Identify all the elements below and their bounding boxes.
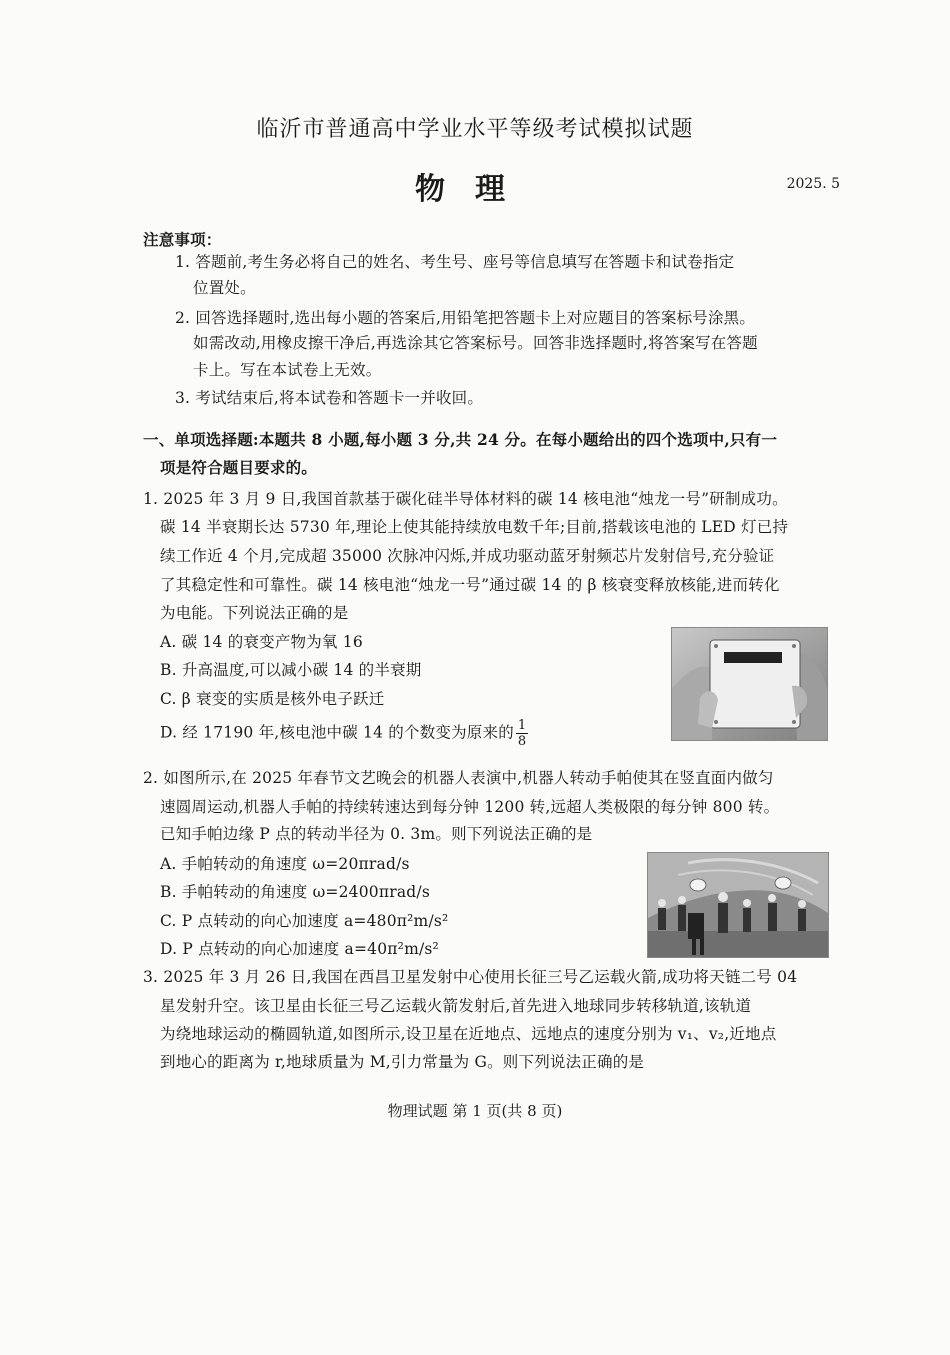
q1-text: 续工作近 4 个月,完成超 35000 次脉冲闪烁,并成功驱动蓝牙射频芯片发射信号,充分验证 — [160, 547, 775, 565]
q1-option-c: C. β 衰变的实质是核外电子跃迁 — [160, 690, 385, 708]
robot-performance-photo — [647, 852, 829, 958]
subject-title: 物理 — [415, 172, 535, 207]
q2-text: 2. 如图所示,在 2025 年春节文艺晚会的机器人表演中,机器人转动手帕使其在竖直面内做匀 — [143, 769, 774, 787]
exam-title: 临沂市普通高中学业水平等级考试模拟试题 — [256, 117, 694, 142]
q3-text: 为绕地球运动的椭圆轨道,如图所示,设卫星在近地点、远地点的速度分别为 v₁、v₂,近地点 — [160, 1025, 777, 1043]
fraction-one-eighth: $\frac{1}{8}$ — [517, 718, 527, 749]
note-line: 位置处。 — [193, 279, 256, 297]
page-footer: 物理试题 第 1 页(共 8 页) — [387, 1102, 563, 1120]
q2-option-c: C. P 点转动的向心加速度 a=480π²m/s² — [160, 912, 449, 930]
q3-text: 星发射升空。该卫星由长征三号乙运载火箭发射后,首先进入地球同步转移轨道,该轨道 — [160, 997, 752, 1015]
q3-text: 3. 2025 年 3 月 26 日,我国在西昌卫星发射中心使用长征三号乙运载火箭,成功将天链二号 04 — [143, 968, 798, 986]
q1-text: 为电能。下列说法正确的是 — [160, 604, 349, 622]
q1-option-d-text: D. 经 17190 年,核电池中碳 14 的个数变为原来的 — [160, 723, 514, 742]
q2-text: 速圆周运动,机器人手帕的持续转速达到每分钟 1200 转,远超人类极限的每分钟 800 转。 — [160, 798, 780, 816]
note-line: 2. 回答选择题时,选出每小题的答案后,用铅笔把答题卡上对应题目的答案标号涂黑。 — [175, 309, 756, 327]
note-line: 1. 答题前,考生务必将自己的姓名、考生号、座号等信息填写在答题卡和试卷指定 — [175, 253, 735, 271]
q2-option-d: D. P 点转动的向心加速度 a=40π²m/s² — [160, 940, 439, 958]
q1-option-a: A. 碳 14 的衰变产物为氧 16 — [160, 633, 363, 651]
q1-option-d — [160, 718, 528, 749]
robot-image — [648, 853, 828, 957]
note-line: 如需改动,用橡皮擦干净后,再选涂其它答案标号。回答非选择题时,将答案写在答题 — [193, 334, 758, 352]
q1-option-b: B. 升高温度,可以减小碳 14 的半衰期 — [160, 661, 422, 679]
notes-heading: 注意事项： — [143, 230, 222, 249]
q3-text: 到地心的距离为 r,地球质量为 M,引力常量为 G。则下列说法正确的是 — [160, 1053, 645, 1071]
section-heading-cont: 项是符合题目要求的。 — [160, 458, 318, 477]
nuclear-battery-photo — [671, 627, 828, 741]
note-line: 3. 考试结束后,将本试卷和答题卡一并收回。 — [175, 389, 484, 407]
note-line: 卡上。写在本试卷上无效。 — [193, 361, 382, 379]
section-heading: 一、单项选择题:本题共 8 小题,每小题 3 分,共 24 分。在每小题给出的四个选项中,只有一 — [143, 430, 778, 449]
q2-option-a: A. 手帕转动的角速度 ω=20πrad/s — [160, 855, 410, 873]
q1-text: 了其稳定性和可靠性。碳 14 核电池“烛龙一号”通过碳 14 的 β 核衰变释放核能,进而转化 — [160, 576, 780, 594]
battery-image — [672, 628, 827, 740]
q2-option-b: B. 手帕转动的角速度 ω=2400πrad/s — [160, 883, 430, 901]
q1-text: 1. 2025 年 3 月 9 日,我国首款基于碳化硅半导体材料的碳 14 核电池“烛龙一号”研制成功。 — [143, 490, 788, 508]
q2-text: 已知手帕边缘 P 点的转动半径为 0. 3m。则下列说法正确的是 — [160, 825, 593, 843]
exam-date: 2025. 5 — [786, 176, 840, 192]
q1-text: 碳 14 半衰期长达 5730 年,理论上使其能持续放电数千年;目前,搭载该电池的 LED 灯已持 — [160, 518, 789, 536]
